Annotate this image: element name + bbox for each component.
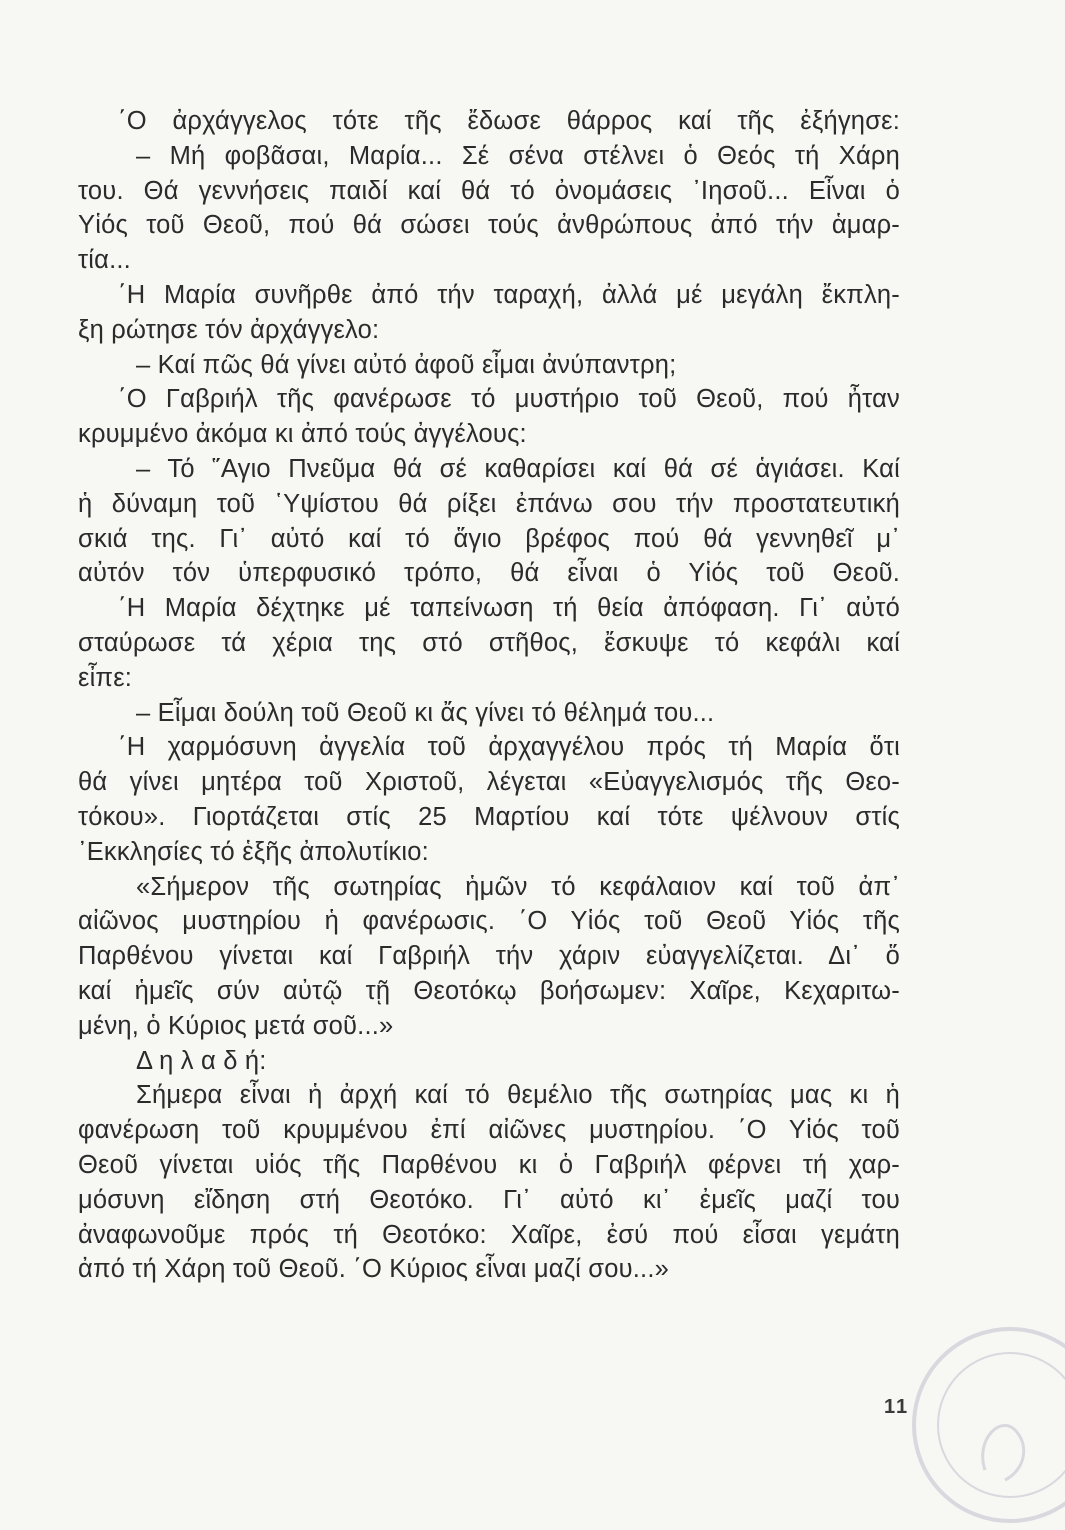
library-stamp-icon (905, 1320, 1065, 1530)
text-line: ἡ δύναμη τοῦ ῾Υψίστου θά ρίξει ἐπάνω σου τήν προστατευτική (78, 489, 900, 518)
text-line: «Σήμερον τῆς σωτηρίας ἡμῶν τό κεφάλαιον καί τοῦ ἀπ᾽ (136, 872, 900, 901)
text-line: ἀπό τή Χάρη τοῦ Θεοῦ. ΄Ο Κύριος εἶναι μαζί σου...» (78, 1255, 669, 1284)
text-line: – Καί πῶς θά γίνει αὐτό ἀφοῦ εἶμαι ἀνύπαντρη; (136, 350, 677, 379)
text-line: θά γίνει μητέρα τοῦ Χριστοῦ, λέγεται «Εὐαγγελισμός τῆς Θεο- (78, 768, 900, 797)
text-line: Υἱός τοῦ Θεοῦ, πού θά σώσει τούς ἀνθρώπους ἀπό τήν ἁμαρ- (78, 211, 900, 240)
text-line: Παρθένου γίνεται καί Γαβριήλ τήν χάριν εὐαγγελίζεται. Δι᾽ ὅ (78, 942, 900, 971)
text-line: ΄Η Μαρία συνῆρθε ἀπό τήν ταραχή, ἀλλά μέ μεγάλη ἔκπλη- (118, 280, 900, 309)
text-line: ΄Ο ἀρχάγγελος τότε τῆς ἔδωσε θάρρος καί τῆς ἐξήγησε: (118, 107, 900, 135)
page-number: 11 (884, 1396, 910, 1418)
text-line: ἀναφωνοῦμε πρός τή Θεοτόκο: Χαῖρε, ἐσύ πού εἶσαι γεμάτη (78, 1220, 900, 1249)
text-line: κρυμμένο ἀκόμα κι ἀπό τούς ἀγγέλους: (78, 420, 527, 449)
text-line: – Τό ῞Αγιο Πνεῦμα θά σέ καθαρίσει καί θά σέ ἁγιάσει. Καί (136, 454, 900, 483)
text-line: σκιά της. Γι᾽ αὐτό καί τό ἅγιο βρέφος πού θά γεννηθεῖ μ᾽ (78, 524, 900, 553)
text-line: Θεοῦ γίνεται υἱός τῆς Παρθένου κι ὁ Γαβριήλ φέρνει τή χαρ- (78, 1150, 900, 1179)
text-line: ξη ρώτησε τόν ἀρχάγγελο: (78, 315, 380, 344)
text-line: αὐτόν τόν ὑπερφυσικό τρόπο, θά εἶναι ὁ Υἱός τοῦ Θεοῦ. (78, 559, 900, 588)
text-line: τία... (78, 246, 131, 275)
text-line: μόσυνη εἴδηση στή Θεοτόκο. Γι᾽ αὐτό κι᾽ ἐμεῖς μαζί του (78, 1185, 900, 1214)
text-line: ΄Ο Γαβριήλ τῆς φανέρωσε τό μυστήριο τοῦ Θεοῦ, πού ἦταν (118, 385, 900, 414)
text-line: ᾽Εκκλησίες τό ἑξῆς ἀπολυτίκιο: (78, 837, 429, 866)
text-line: Δ η λ α δ ή: (136, 1046, 267, 1075)
text-line: – Εἶμαι δούλη τοῦ Θεοῦ κι ἄς γίνει τό θέλημά του... (136, 698, 715, 727)
text-line: – Μή φοβᾶσαι, Μαρία... Σέ σένα στέλνει ὁ Θεός τή Χάρη (136, 141, 900, 170)
text-line: μένη, ὁ Κύριος μετά σοῦ...» (78, 1011, 394, 1040)
text-line: σταύρωσε τά χέρια της στό στῆθος, ἔσκυψε τό κεφάλι καί (78, 628, 900, 657)
text-line: του. Θά γεννήσεις παιδί καί θά τό ὀνομάσεις ᾽Ιησοῦ... Εἶναι ὁ (78, 176, 900, 205)
text-line: Σήμερα εἶναι ἡ ἀρχή καί τό θεμέλιο τῆς σωτηρίας μας κι ἡ (136, 1081, 900, 1110)
text-line: ΄Η Μαρία δέχτηκε μέ ταπείνωση τή θεία ἀπόφαση. Γι᾽ αὐτό (118, 594, 900, 623)
text-line: φανέρωση τοῦ κρυμμένου ἐπί αἰῶνες μυστηρίου. ΄Ο Υἱός τοῦ (78, 1116, 900, 1145)
text-line: τόκου». Γιορτάζεται στίς 25 Μαρτίου καί τότε ψέλνουν στίς (78, 802, 900, 831)
text-line: αἰῶνος μυστηρίου ἡ φανέρωσις. ΄Ο Υἱός τοῦ Θεοῦ Υἱός τῆς (78, 907, 900, 936)
body-text (78, 104, 900, 1287)
text-line: ΄Η χαρμόσυνη ἀγγελία τοῦ ἀρχαγγέλου πρός τή Μαρία ὅτι (118, 733, 900, 762)
text-line: καί ἡμεῖς σύν αὐτῷ τῇ Θεοτόκῳ βοήσωμεν: Χαῖρε, Κεχαριτω- (78, 976, 900, 1005)
text-line: εἶπε: (78, 663, 133, 692)
